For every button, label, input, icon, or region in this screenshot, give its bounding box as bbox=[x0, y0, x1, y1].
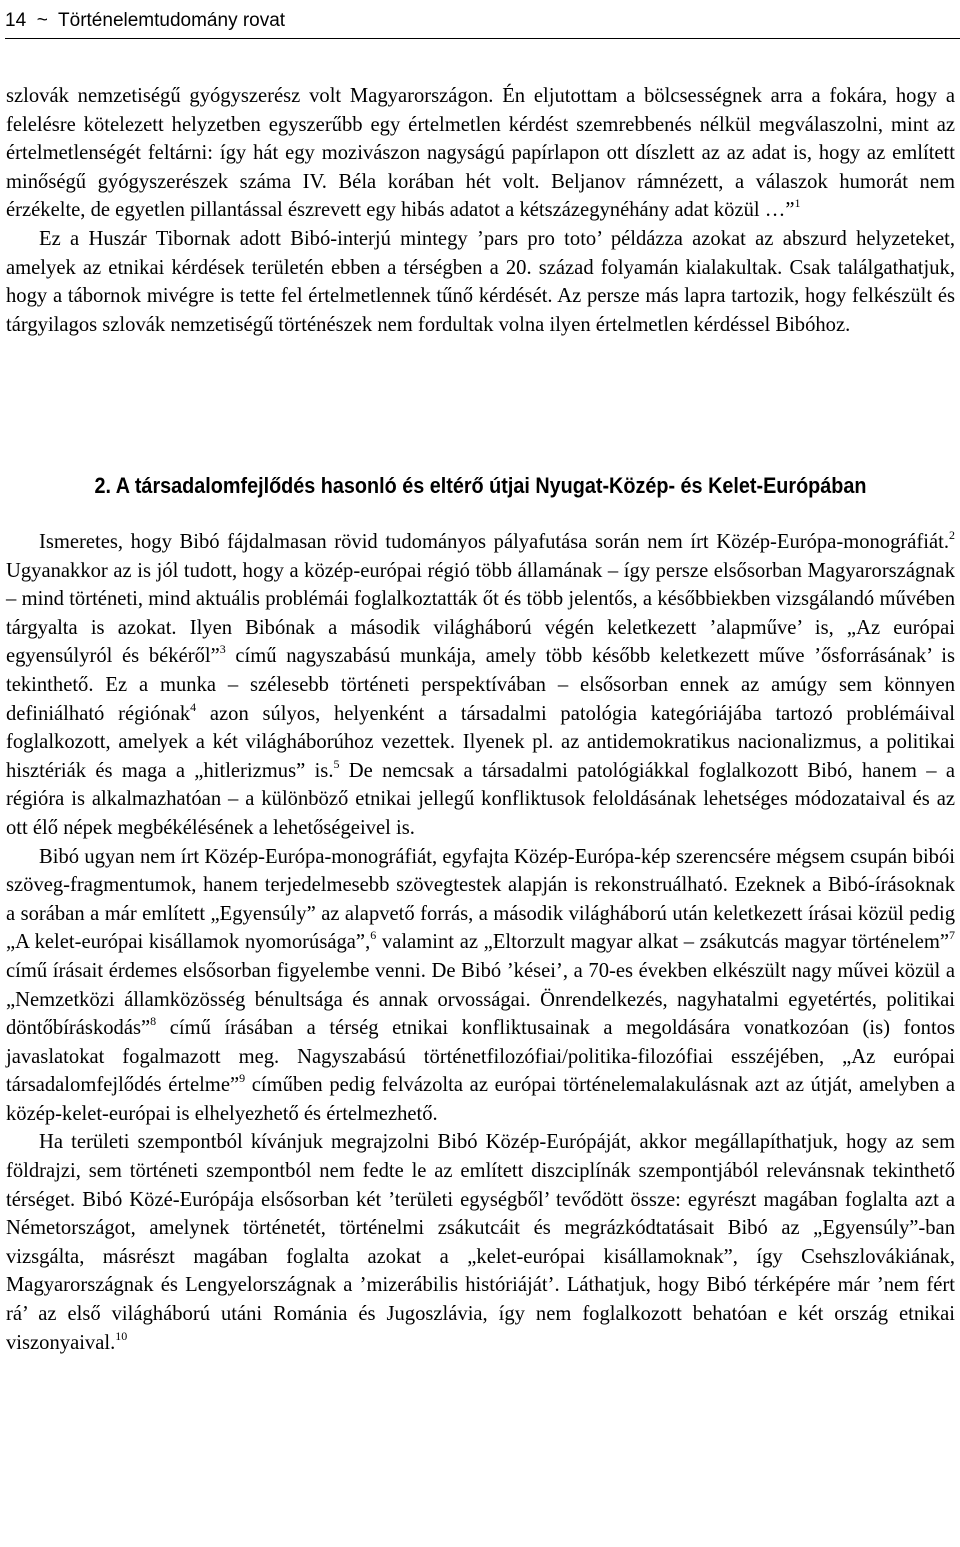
continuation-paragraph bbox=[6, 82, 955, 225]
body-paragraph-3 bbox=[6, 1128, 955, 1357]
top-text-block bbox=[6, 82, 955, 339]
header-separator: ~ bbox=[36, 10, 48, 31]
text-run: címűben pedig felvázolta az európai történelemalakulásnak azt az útját, amelyben a közép-kelet-európai is elhelyezhető és értelmezhető. bbox=[6, 1074, 955, 1125]
footnote-marker: 6 bbox=[370, 928, 377, 943]
page-number: 14 bbox=[5, 10, 27, 31]
footnote-marker: 4 bbox=[190, 699, 197, 714]
main-text-block bbox=[6, 528, 955, 1357]
text-run: azon súlyos, helyenként a társadalmi patológia kategóriájába tartozó problémáival foglalkozott, amelyek a két világháborúhoz vezettek. Ilyenek pl. az antidemokratikus nacionalizmus, a politikai hisztériák és maga a „hitlerizmus” is. bbox=[6, 702, 955, 782]
text-run: című írásában a térség etnikai konfliktusainak a megoldására vonatkozóan (is) fontos javaslatokat fogalmazott meg. Nagyszabású történetfilozófiai/politika-filozófiai esszéjében, „Az európai társadalomfejlődés értelme” bbox=[6, 1017, 955, 1097]
body-paragraph-2 bbox=[6, 843, 955, 1129]
body-paragraph-1 bbox=[6, 528, 955, 843]
text-run: Bibó ugyan nem írt Közép-Európa-monográfiát, egyfajta Közép-Európa-kép szerencsére mégsem csupán bibói szöveg-fragmentumok, hanem terjedelmesebb szövegtestek alapján is rekonstruálható. Ezeknek a Bibó-írásoknak a sorában a már említett „Egyensúly” az alapvető forrás, a második világháború után keletkezett írásai közül pedig „A kelet-európai kisállamok nyomorúsága”, bbox=[6, 845, 955, 954]
footnote-marker: 9 bbox=[239, 1071, 246, 1086]
footnote-marker: 7 bbox=[949, 928, 956, 943]
footnote-marker: 8 bbox=[150, 1014, 157, 1029]
section-title: Történelemtudomány rovat bbox=[58, 10, 286, 31]
footnote-marker: 2 bbox=[949, 528, 955, 542]
text-run: című nagyszabású munkája, amely több később keletkezett műve ’ősforrásának’ is tekinthető. Ez a munka – szélesebb történeti perspektívában – elsősorban ennek az amúgy sem könnyen definiálható régiónak bbox=[6, 645, 955, 725]
huszar-paragraph: Ez a Huszár Tibornak adott Bibó-interjú mintegy ’pars pro toto’ példázza azokat az abszurd helyzeteket, amelyek az etnikai kérdések területén ebben a térségben a 20. század folyamán kialakultak. Csak találgathatjuk, hogy a tábornok mivégre is tette fel értelmetlennek tűnő kérdését. Az persze más lapra tartozik, hogy felkészült és tárgyilagos szlovák nemzetiségű történészek nem fordultak volna ilyen értelmetlen kérdéssel Bibóhoz. bbox=[6, 227, 955, 336]
section-heading: 2. A társadalomfejlődés hasonló és eltérő útjai Nyugat-Közép- és Kelet-Európában bbox=[94, 473, 867, 498]
text-run: valamint az „Eltorzult magyar alkat – zsákutcás magyar történelem” bbox=[376, 931, 950, 954]
footnote-marker: 1 bbox=[794, 196, 801, 211]
text-run: Ugyanakkor az is jól tudott, hogy a közép-európai régió több államának – így persze elsősorban Magyarországnak – mind történeti, mind aktuális problémái foglalkoztatták őt és több jelentős, a későbbiekben vizsgálandó művében tárgyalta is azokat. Ilyen Bibónak a második világháború végén keletkezett ’alapműve’ is, „Az európai egyensúlyról és békéről” bbox=[6, 559, 955, 668]
text-run: Ismeretes, hogy Bibó fájdalmasan rövid tudományos pályafutása során nem írt Közép-Európa-monográfiát. bbox=[39, 531, 949, 553]
continuation-text: szlovák nemzetiségű gyógyszerész volt Magyarországon. Én eljutottam a bölcsességnek arra a fokára, hogy a felelésre kötelezett helyzetben egyszerűbb egy értelmetlen kérdést szemrebbenés nélkül megválaszolni, mint az értelmetlenségét feltárni: így hát egy mozivászon nagyságú papírlapon ott díszlett az az adat is, hogy az említett minőségű gyógyszerészek száma IV. Béla korában hét volt. Beljanov rámnézett, a válaszok humorát nem érzékelte, de egyetlen pillantással észrevett egy hibás adatot a kétszázegynéhány adat közül …” bbox=[6, 85, 955, 222]
footnote-marker: 3 bbox=[219, 642, 226, 657]
footnote-marker: 5 bbox=[333, 756, 340, 771]
footnote-marker: 10 bbox=[115, 1328, 128, 1343]
text-run: című írásait érdemes elsősorban figyelembe venni. De Bibó ’kései’, a 70-es években elkészült nagy művei közül a „Nemzetközi államközösség bénultsága és annak orvosságai. Önrendelkezés, nagyhatalmi egyetértés, politikai döntőbíráskodás” bbox=[6, 959, 955, 1040]
running-header bbox=[5, 4, 960, 39]
text-run: Ha területi szempontból kívánjuk megrajzolni Bibó Közép-Európáját, akkor megállapíthatjuk, hogy az sem földrajzi, sem történeti szempontból nem fedte le az említett diszciplínák szempontjából relevánsnak tekinthető térséget. Bibó Közé-Európája elsősorban két ’területi egységből’ tevődött össze: egyrészt magában foglalta azt a Németországot, amelynek történetét, történelmi zsákutcáit és megrázkódtatásait Bibó az „Egyensúly”-ban vizsgálta, másrészt magában foglalta azokat a „kelet-európai kisállamoknak”, így Csehszlovákiának, Magyarországnak és Lengyelországnak a ’mizerábilis históriáját’. Láthatjuk, hogy Bibó térképére már ’nem fért rá’ az első világháború utáni Románia és Jugoszlávia, így nem foglalkozott behatóan e két ország etnikai viszonyaival. bbox=[6, 1131, 955, 1354]
text-run: De nemcsak a társadalmi patológiákkal foglalkozott Bibó, hanem – a régióra is alkalmazhatóan – a különböző etnikai jellegű konfliktusok feloldásának lehetséges módozataival és az ott élő népek megbékélésének a lehetőségeivel is. bbox=[6, 759, 955, 839]
